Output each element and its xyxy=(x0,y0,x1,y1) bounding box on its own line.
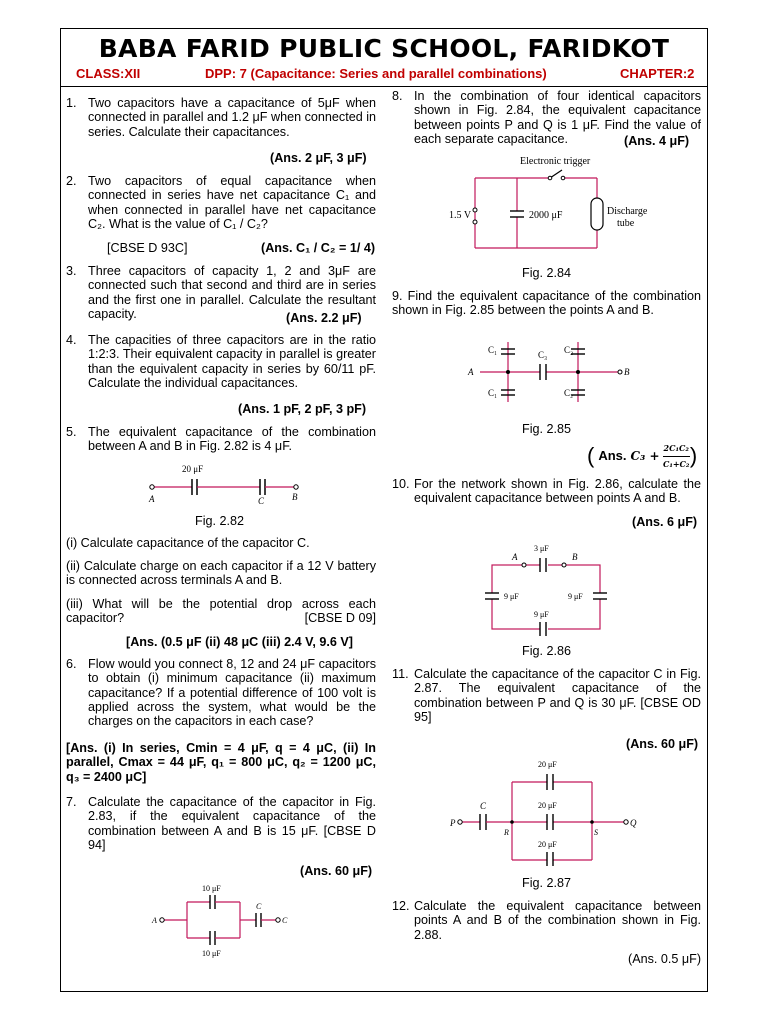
fig84-cap-label: 2000 μF xyxy=(529,210,563,221)
fig83-bottom-label: 10 μF xyxy=(202,949,221,958)
fig86-b: B xyxy=(572,552,578,562)
answer-8: (Ans. 4 μF) xyxy=(624,134,690,148)
fig85-c3: C₃ xyxy=(538,350,548,360)
question-12: 12. Calculate the equivalent capacitance between points A and B of the combination shown in Fig. 2.88. xyxy=(392,899,701,942)
fig85-c2a: C₂ xyxy=(564,345,574,355)
fig83-b-label: C xyxy=(282,916,288,925)
fig82-c-label: C xyxy=(258,496,265,506)
fig84-volt-label: 1.5 V xyxy=(449,210,472,221)
fig86-a: A xyxy=(512,552,518,562)
question-4: 4. The capacities of three capacitors are in the ratio 1:2:3. Their equivalent capacity in parallel is greater than the equivalent capacity in series by 60/11 pF. Calculate the individual capacitances. xyxy=(66,333,376,390)
fig87-s: S xyxy=(594,828,598,837)
figure-2-87 xyxy=(450,755,640,867)
answer-2: (Ans. C₁ / C₂ = 1/ 4) xyxy=(261,241,376,255)
ref-2: [CBSE D 93C] xyxy=(107,241,188,255)
answer-12: (Ans. 0.5 μF) xyxy=(628,952,702,966)
question-6: 6. Flow would you connect 8, 12 and 24 μF capacitors to obtain (i) minimum capacitance (ii) maximum capacitance? If a potential difference of 100 volt is applied across the system, what would be the charges on the capacitors in each case? xyxy=(66,657,376,729)
fig85-b: B xyxy=(624,367,630,377)
answer-4: (Ans. 1 pF, 2 pF, 3 pF) xyxy=(238,402,367,416)
answer-6: [Ans. (i) In series, Cmin = 4 μF, q = 4 μC, (ii) In parallel, Cmax = 44 μF, q₁ = 800 μC, q₂ = 1200 μC, q₃ = 2400 μC] xyxy=(66,741,376,784)
fig85-c1b: C₁ xyxy=(488,388,498,398)
fig86-left: 9 μF xyxy=(504,592,519,601)
fig83-c-label: C xyxy=(256,902,262,911)
fig-2-82-caption: Fig. 2.82 xyxy=(195,514,245,528)
fig87-c3: 20 μF xyxy=(538,840,557,849)
fig85-c2b: C₂ xyxy=(564,388,574,398)
figure-2-86 xyxy=(478,540,608,638)
fig82-a-label: A xyxy=(149,494,155,504)
fig87-c1: 20 μF xyxy=(538,760,557,769)
fig84-tube-label-2: tube xyxy=(617,218,635,229)
fig83-a-label: A xyxy=(152,916,157,925)
question-8: 8. In the combination of four identical capacitors shown in Fig. 2.84, the equivalent capacitance between points P and Q is 1 μF. Find the value of each separate capacitance. xyxy=(392,89,701,146)
question-10: 10. For the network shown in Fig. 2.86, calculate the equivalent capacitance between points A and B. xyxy=(392,477,701,506)
figure-2-85 xyxy=(460,334,640,414)
fig86-bottom: 9 μF xyxy=(534,610,549,619)
q5-part-2: (ii) Calculate charge on each capacitor if a 12 V battery is connected across terminals A and B. xyxy=(66,559,376,588)
fig87-q: Q xyxy=(630,818,637,828)
question-1: 1. Two capacitors have a capacitance of 5μF when connected in parallel and 1.2 μF when connected in series. Calculate their capacitances. xyxy=(66,96,377,139)
answer-1: (Ans. 2 μF, 3 μF) xyxy=(270,151,367,165)
q5-part-3: (iii) What will be the potential drop across each capacitor? [CBSE D 09] xyxy=(66,597,376,626)
fig84-tube-label-1: Discharge xyxy=(607,206,648,217)
fig84-trigger-label: Electronic trigger xyxy=(520,156,591,167)
school-title: BABA FARID PUBLIC SCHOOL, FARIDKOT xyxy=(98,34,670,63)
chapter-label: CHAPTER:2 xyxy=(620,66,695,81)
figure-2-84 xyxy=(445,152,665,252)
fig83-top-label: 10 μF xyxy=(202,884,221,893)
fig85-c1a: C₁ xyxy=(488,345,498,355)
fig87-c2: 20 μF xyxy=(538,801,557,810)
fig85-a: A xyxy=(468,367,474,377)
question-11: 11. Calculate the capacitance of the capacitor C in Fig. 2.87. The equivalent capacitance of the combination between P and Q is 30 μF. [CBSE OD 95] xyxy=(392,667,701,724)
question-5: 5. The equivalent capacitance of the combination between A and B in Fig. 2.82 is 4 μF. xyxy=(66,425,376,454)
fig-2-86-caption: Fig. 2.86 xyxy=(522,644,572,658)
question-9: 9. Find the equivalent capacitance of the combination shown in Fig. 2.85 between the points A and B. xyxy=(392,289,702,318)
class-label: CLASS:XII xyxy=(76,66,141,81)
fig82-cap-label: 20 μF xyxy=(182,464,204,474)
answer-11: (Ans. 60 μF) xyxy=(626,737,699,751)
fig87-r: R xyxy=(504,828,509,837)
fig87-c: C xyxy=(480,801,487,811)
answer-3: (Ans. 2.2 μF) xyxy=(286,311,362,325)
answer-7: (Ans. 60 μF) xyxy=(300,864,373,878)
question-3: 3. Three capacitors of capacity 1, 2 and 3μF are connected such that second and third are in series and the first one in parallel. Calculate the resultant capacity. xyxy=(66,264,376,321)
fig87-p: P xyxy=(450,818,456,828)
fig-2-85-caption: Fig. 2.85 xyxy=(522,422,572,436)
fig86-top: 3 μF xyxy=(534,544,549,553)
fig86-right: 9 μF xyxy=(568,592,583,601)
answer-10: (Ans. 6 μF) xyxy=(632,515,698,529)
question-2: 2. Two capacitors of equal capacitance when connected in series have net capacitance C₁ and when connected in parallel have net capacitance C₂. What is the value of C₁ / C₂? xyxy=(66,174,376,231)
answer-5: [Ans. (0.5 μF (ii) 48 μC (iii) 2.4 V, 9.6 V] xyxy=(126,635,354,649)
fig-2-87-caption: Fig. 2.87 xyxy=(522,876,572,890)
fig82-b-label: B xyxy=(292,492,298,502)
dpp-label: DPP: 7 (Capacitance: Series and parallel combinations) xyxy=(205,66,547,81)
fig-2-84-caption: Fig. 2.84 xyxy=(522,266,572,280)
answer-9: ( Ans. C₃ + $\frac{\text{2C₁C₂}}{\text{C₁+C₂}}$ ) xyxy=(587,442,698,469)
question-7: 7. Calculate the capacitance of the capacitor in Fig. 2.83, if the equivalent capacitance of the combination between A and B is 15 μF. [CBSE D 94] xyxy=(66,795,376,852)
q5-part-1: (i) Calculate capacitance of the capacitor C. xyxy=(66,536,310,550)
